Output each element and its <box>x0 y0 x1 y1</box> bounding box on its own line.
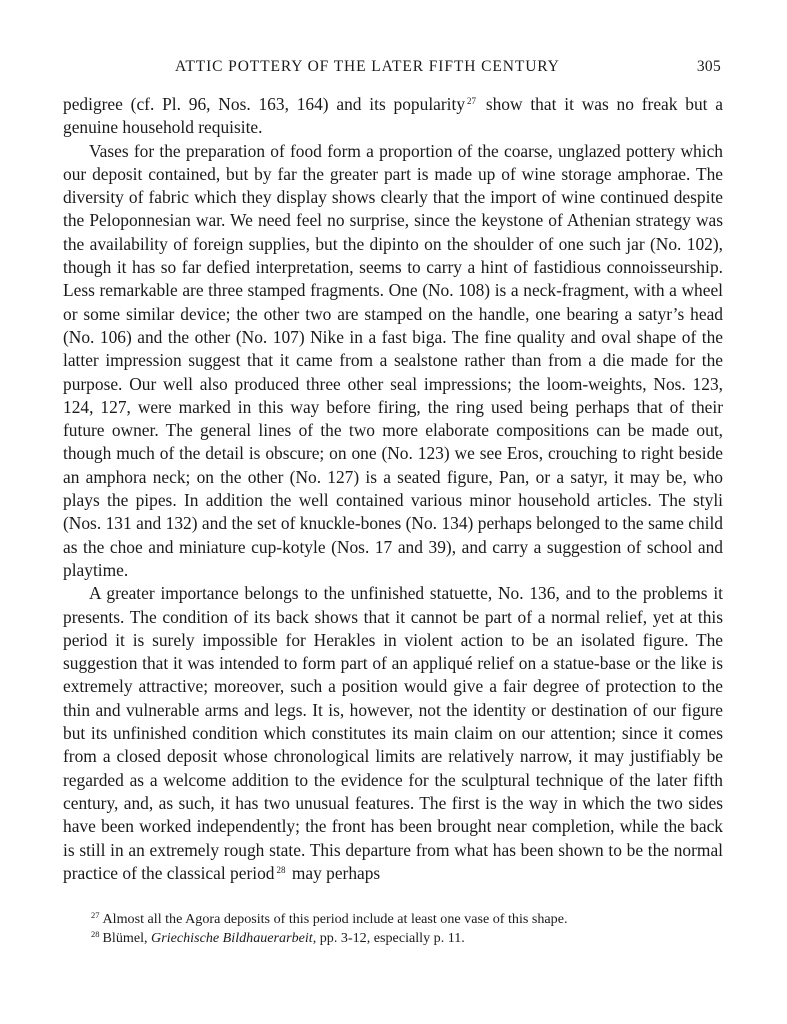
footnote-28-mark: 28 <box>91 929 100 940</box>
page <box>63 58 723 948</box>
footnote-ref-27: 27 <box>467 96 477 106</box>
running-head <box>63 58 723 80</box>
running-title: ATTIC POTTERY OF THE LATER FIFTH CENTURY <box>175 58 560 75</box>
footnote-28-title: Griechische Bildhauerarbeit <box>151 930 313 947</box>
footnote-28-author: Blümel, <box>102 930 152 947</box>
footnote-28-rest: , pp. 3-12, especially p. 11. <box>312 930 465 947</box>
paragraph-1 <box>63 93 723 140</box>
footnote-27-mark: 27 <box>91 910 100 921</box>
footnote-ref-28: 28 <box>276 864 286 875</box>
paragraph-3-text-b: may perhaps <box>287 862 381 883</box>
footnote-27-text: Almost all the Agora deposits of this period include at least one vase of this shape. <box>102 911 568 928</box>
footnote-28 <box>91 929 723 948</box>
paragraph-1-text-a: pedigree (cf. Pl. 96, Nos. 163, 164) and its popularity <box>63 94 466 114</box>
paragraph-2: Vases for the preparation of food form a proportion of the coarse, unglazed pottery which our deposit contained, but by far the greater part is made up of wine storage amphorae. The diversity of fabric which they display shows clearly that the import of wine continued despite the Peloponnesian war. We need feel no surprise, since the keystone of Athenian strategy was the availability of foreign supplies, but the dipinto on the shoulder of one such jar (No. 102), though it has so far defied interpretation, seems to carry a hint of fastidious connoisseurship. Less remarkable are three stamped fragments. One (No. 108) is a neck-fragment, with a wheel or some similar device; the other two are stamped on the handle, one bearing a satyr’s head (No. 106) and the other (No. 107) Nike in a fast biga. The fine quality and oval shape of the latter impression suggest that it came from a sealstone rather than from a die made for the purpose. Our well also produced three other seal impressions; the loom-weights, Nos. 123, 124, 127, were marked in this way before firing, the ring used being perhaps that of their future owner. The general lines of the two more elaborate compositions can be made out, though much of the detail is obscure; on one (No. 123) we see Eros, crouching to right beside an amphora neck; on the other (No. 127) is a seated figure, Pan, or a satyr, it may be, who plays the pipes. In addition the well contained various minor household articles. The styli (Nos. 131 and 132) and the set of knuckle-bones (No. 134) perhaps belonged to the same child as the choe and miniature cup-kotyle (Nos. 17 and 39), and carry a suggestion of school and playtime. <box>63 140 723 580</box>
paragraph-1-text-b: show that it was no freak but a genuine household requisite. <box>63 94 723 138</box>
body-text <box>63 93 723 885</box>
paragraph-3-text-a: A greater importance belongs to the unfinished statuette, No. 136, and to the problems it presents. The condition of its back shows that it cannot be part of a normal relief, yet at this period it is surely impossible for Herakles in violent action to be an isolated figure. The suggestion that it was intended to form part of an appliqué relief on a statue-base or the like is extremely attractive; moreover, such a position would give a fair degree of protection to the thin and vulnerable arms and legs. It is, however, not the identity or destination of our figure but its unfinished condition which constitutes its main claim on our attention; since it comes from a closed deposit whose chronological limits are relatively narrow, it may justifiably be regarded as a welcome addition to the evidence for the sculptural technique of the later fifth century, and, as such, it has two unusual features. The first is the way in which the two sides have been worked independently; the front has been brought near completion, while the back is still in an extremely rough state. This departure from what has been shown to be the normal practice of the classical period <box>63 583 723 883</box>
paragraph-3 <box>63 582 723 885</box>
page-number: 305 <box>696 58 721 75</box>
footnote-27 <box>91 910 723 929</box>
footnotes <box>63 910 723 948</box>
